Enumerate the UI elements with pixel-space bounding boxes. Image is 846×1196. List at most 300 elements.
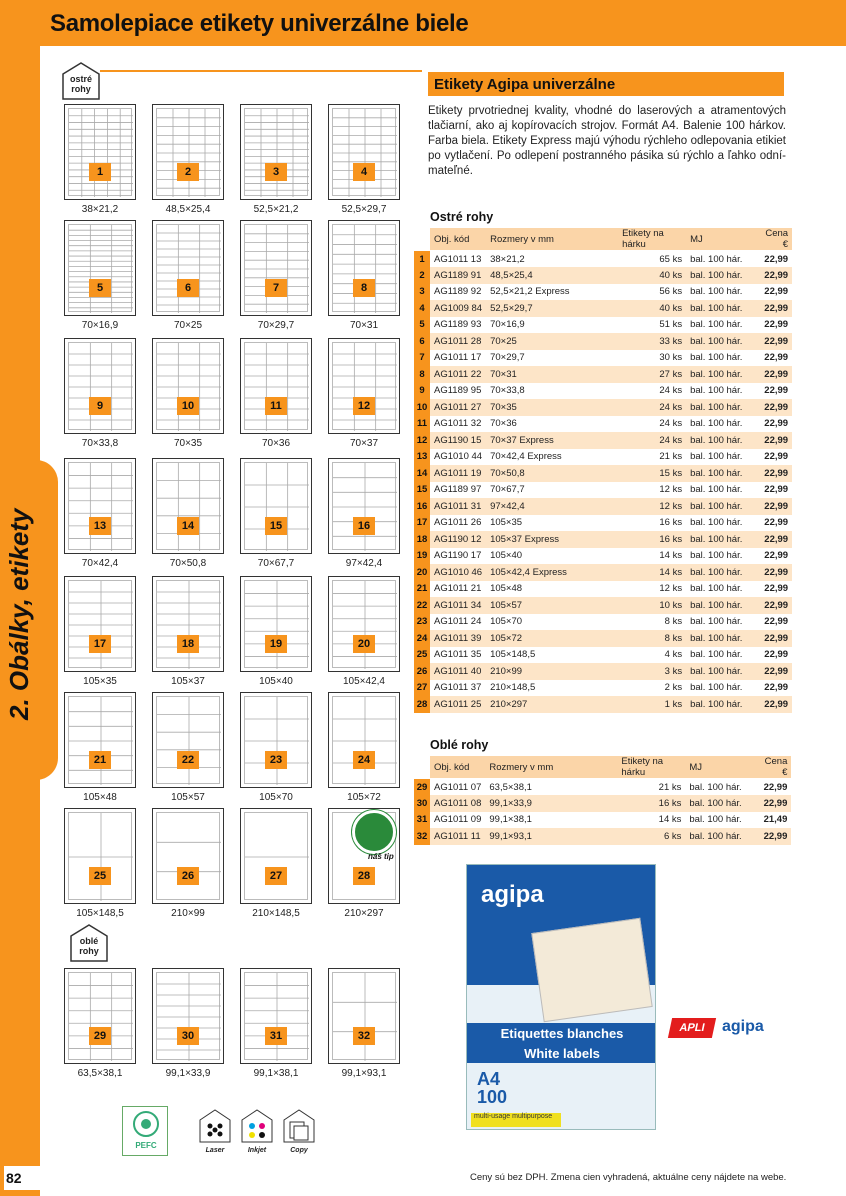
unit: bal. 100 hár. (686, 531, 754, 548)
label-thumbnail (240, 692, 312, 788)
label-sheet (68, 462, 132, 550)
label-number-badge: 24 (353, 751, 375, 769)
box-format (477, 1070, 507, 1106)
label-sheet (68, 696, 132, 784)
table-header-row (414, 756, 791, 779)
label-dimension: 70×42,4 (81, 558, 119, 569)
price: 22,99 (754, 366, 792, 383)
label-dimension: 70×37 (349, 438, 379, 449)
table-row (414, 548, 792, 565)
row-number: 23 (414, 614, 430, 631)
table-row (414, 597, 792, 614)
label-thumbnail (152, 458, 224, 554)
label-thumbnail (152, 104, 224, 200)
price: 22,99 (754, 663, 792, 680)
header-blank (414, 228, 430, 251)
label-thumbnail (328, 968, 400, 1064)
badge-line-2: rohy (79, 946, 99, 956)
label-dimension: 38×21,2 (81, 204, 119, 215)
product-code: AG1011 24 (434, 616, 482, 628)
unit: bal. 100 hár. (686, 597, 754, 614)
price: 22,99 (754, 432, 792, 449)
price: 22,99 (754, 399, 792, 416)
table-header-row (414, 228, 792, 251)
product-code: AG1189 95 (434, 385, 482, 397)
label-sheet (332, 108, 396, 196)
inkjet-label: Inkjet (247, 1147, 267, 1154)
apli-logo: APLI (668, 1018, 716, 1038)
count: 27 ks (618, 366, 686, 383)
count: 12 ks (659, 583, 683, 595)
round-corners-badge (70, 924, 108, 962)
label-number-badge: 26 (177, 867, 199, 885)
row-number: 12 (414, 432, 430, 449)
round-table-title: Oblé rohy (430, 738, 489, 752)
count: 12 ks (618, 498, 686, 515)
product-code: AG1011 37 (434, 682, 482, 694)
product-code: AG1011 31 (430, 498, 486, 515)
price: 22,99 (764, 385, 789, 397)
label-thumbnail (240, 968, 312, 1064)
label-thumbnail (64, 692, 136, 788)
size: 38×21,2 (490, 253, 525, 265)
label-dimension: 70×50,8 (169, 558, 207, 569)
count: 8 ks (618, 630, 686, 647)
unit: bal. 100 hár. (686, 564, 754, 581)
product-code: AG1190 12 (430, 531, 486, 548)
row-number: 22 (414, 597, 430, 614)
unit: bal. 100 hár. (686, 300, 754, 317)
header-unit: MJ (686, 228, 754, 251)
unit: bal. 100 hár. (686, 399, 754, 416)
row-number: 9 (414, 383, 430, 400)
table-row (414, 812, 791, 829)
label-sheet (332, 580, 396, 668)
table-row (414, 465, 792, 482)
price: 22,99 (754, 498, 792, 515)
agipa-logo: agipa (722, 1018, 764, 1035)
divider-line (100, 70, 422, 74)
size: 48,5×25,4 (486, 267, 618, 284)
label-number-badge: 15 (265, 517, 287, 535)
header-unit: MJ (685, 756, 753, 779)
label-number-badge: 20 (353, 635, 375, 653)
label-dimension: 105×72 (347, 792, 381, 803)
count: 24 ks (659, 385, 683, 397)
count: 14 ks (659, 550, 683, 562)
price: 22,99 (764, 583, 789, 595)
label-sheet (68, 342, 132, 430)
table-row (414, 647, 792, 664)
count: 40 ks (618, 300, 686, 317)
unit: bal. 100 hár. (686, 663, 754, 680)
label-sheet (156, 462, 220, 550)
label-thumbnail (240, 458, 312, 554)
unit: bal. 100 hár. (686, 465, 754, 482)
label-number-badge: 12 (353, 397, 375, 415)
price: 22,99 (764, 550, 789, 562)
header-size: Rozmery v mm (486, 228, 618, 251)
label-sheet (156, 224, 220, 312)
unit: bal. 100 hár. (686, 432, 754, 449)
label-sheet (156, 812, 220, 900)
pefc-label: PEFC (135, 1141, 157, 1150)
size: 99,1×93,1 (485, 828, 617, 845)
label-dimension: 70×31 (349, 320, 379, 331)
table-row (414, 350, 792, 367)
label-dimension: 52,5×21,2 (253, 204, 299, 215)
label-number-badge: 7 (265, 279, 287, 297)
product-code: AG1011 19 (430, 465, 486, 482)
table-row (414, 564, 792, 581)
box-logo: agipa (481, 881, 544, 908)
label-dimension: 70×16,9 (81, 320, 119, 331)
header-count: Etikety na hárku (617, 756, 685, 779)
label-number-badge: 16 (353, 517, 375, 535)
label-sheet (68, 108, 132, 196)
unit: bal. 100 hár. (690, 682, 743, 694)
label-thumbnail (152, 968, 224, 1064)
price: 22,99 (754, 696, 792, 713)
count: 10 ks (618, 597, 686, 614)
label-thumbnail (64, 458, 136, 554)
unit: bal. 100 hár. (689, 814, 742, 826)
table-row (414, 828, 791, 845)
product-code: AG1011 28 (430, 333, 486, 350)
unit: bal. 100 hár. (690, 319, 743, 331)
intro-text: Etikety prvotriednej kvality, vhodné do laserových a atramentových tlačiarní, ako aj kopírovacích strojov. Formát A4. Balenie 100 hárkov. Farba biela. Etikety Express majú výhodu rýchleho odlepovania etikiet po vytlačení. Po odlepení postranného pásika sú rýchlo a ľahko odnímateľné. (428, 105, 786, 177)
table-row (414, 779, 791, 796)
label-sheet (332, 696, 396, 784)
header-size: Rozmery v mm (485, 756, 617, 779)
label-dimension: 99,1×93,1 (341, 1068, 387, 1079)
table-row (414, 432, 792, 449)
count: 4 ks (664, 649, 683, 661)
label-number-badge: 2 (177, 163, 199, 181)
price: 22,99 (754, 267, 792, 284)
label-sheet (156, 342, 220, 430)
box-multi-label: multi-usage multipurpose (471, 1113, 561, 1127)
count: 51 ks (659, 319, 683, 331)
label-thumbnail (152, 338, 224, 434)
count: 14 ks (618, 564, 686, 581)
price: 22,99 (764, 484, 789, 496)
label-number-badge: 28 (353, 867, 375, 885)
box-band-line-1: Etiquettes blanches (500, 1026, 624, 1041)
size: 105×42,4 Express (486, 564, 618, 581)
row-number: 3 (414, 284, 430, 301)
count: 56 ks (659, 286, 683, 298)
size: 105×37 Express (486, 531, 618, 548)
count: 21 ks (658, 781, 682, 793)
price: 22,99 (754, 300, 792, 317)
label-number-badge: 32 (353, 1027, 375, 1045)
product-code: AG1190 17 (434, 550, 482, 562)
label-sheet (332, 224, 396, 312)
copy-label: Copy (290, 1147, 308, 1154)
label-sheet (244, 224, 308, 312)
label-thumbnail (328, 338, 400, 434)
price: 22,99 (754, 597, 792, 614)
label-sheet (68, 580, 132, 668)
row-number: 20 (414, 564, 430, 581)
label-dimension: 105×42,4 (343, 676, 385, 687)
size: 70×36 (490, 418, 517, 430)
table-row (414, 581, 792, 598)
table-row (414, 383, 792, 400)
product-code: AG1189 92 (434, 286, 482, 298)
label-number-badge: 1 (89, 163, 111, 181)
label-thumbnail (152, 692, 224, 788)
count: 24 ks (618, 399, 686, 416)
label-thumbnail (64, 808, 136, 904)
product-code: AG1189 97 (434, 484, 482, 496)
section-header (428, 72, 784, 96)
row-number: 19 (414, 548, 430, 565)
count: 3 ks (618, 663, 686, 680)
label-number-badge: 9 (89, 397, 111, 415)
label-sheet (244, 580, 308, 668)
label-thumbnail (240, 104, 312, 200)
unit: bal. 100 hár. (686, 630, 754, 647)
label-thumbnail (240, 338, 312, 434)
size: 105×35 (490, 517, 523, 529)
count: 8 ks (664, 616, 683, 628)
table-row (414, 498, 792, 515)
label-number-badge: 5 (89, 279, 111, 297)
count: 6 ks (617, 828, 685, 845)
price: 22,99 (764, 286, 789, 298)
label-dimension: 105×40 (259, 676, 293, 687)
label-number-badge: 4 (353, 163, 375, 181)
label-dimension: 99,1×33,9 (165, 1068, 211, 1079)
unit: bal. 100 hár. (689, 781, 742, 793)
label-dimension: 105×70 (259, 792, 293, 803)
product-code: AG1011 34 (430, 597, 486, 614)
label-dimension: 52,5×29,7 (341, 204, 387, 215)
price: 22,99 (754, 531, 792, 548)
row-number: 13 (414, 449, 430, 466)
box-a4: A4 (477, 1069, 501, 1089)
size: 105×57 (486, 597, 618, 614)
table-row (414, 366, 792, 383)
row-number: 31 (414, 812, 430, 829)
label-thumbnail (64, 220, 136, 316)
size: 105×72 (486, 630, 618, 647)
unit: bal. 100 hár. (690, 550, 743, 562)
row-number: 1 (414, 251, 430, 268)
product-code: AG1011 25 (430, 696, 486, 713)
price: 22,99 (764, 352, 789, 364)
label-number-badge: 30 (177, 1027, 199, 1045)
count: 1 ks (618, 696, 686, 713)
label-dimension: 70×29,7 (257, 320, 295, 331)
price: 22,99 (764, 253, 789, 265)
product-code: AG1011 40 (430, 663, 486, 680)
size: 70×31 (486, 366, 618, 383)
label-sheet (156, 972, 220, 1060)
label-dimension: 105×35 (83, 676, 117, 687)
label-dimension: 70×25 (173, 320, 203, 331)
product-code: AG1011 11 (430, 828, 485, 845)
envelope-illustration (531, 918, 652, 1022)
laser-label: Laser (205, 1147, 225, 1154)
label-number-badge: 22 (177, 751, 199, 769)
price: 22,99 (754, 333, 792, 350)
label-number-badge: 6 (177, 279, 199, 297)
label-dimension: 70×33,8 (81, 438, 119, 449)
label-thumbnail (152, 808, 224, 904)
count: 40 ks (618, 267, 686, 284)
table-row (414, 630, 792, 647)
header-price: Cena € (754, 228, 792, 251)
product-code: AG1010 44 (434, 451, 483, 463)
row-number: 11 (414, 416, 430, 433)
price: 22,99 (764, 418, 789, 430)
size: 70×25 (486, 333, 618, 350)
row-number: 16 (414, 498, 430, 515)
label-dimension: 105×48 (83, 792, 117, 803)
size: 97×42,4 (486, 498, 618, 515)
size: 210×297 (486, 696, 618, 713)
label-thumbnail (328, 220, 400, 316)
label-thumbnail (64, 104, 136, 200)
price: 22,99 (764, 517, 789, 529)
table-row (414, 482, 792, 499)
price: 22,99 (754, 630, 792, 647)
size: 52,5×29,7 (486, 300, 618, 317)
label-thumbnail (328, 104, 400, 200)
footer-note: Ceny sú bez DPH. Zmena cien vyhradená, aktuálne ceny nájdete na webe. (470, 1172, 787, 1183)
product-code: AG1011 07 (434, 781, 482, 793)
price-table-sharp (414, 228, 792, 713)
label-dimension: 210×297 (344, 908, 384, 919)
count: 2 ks (664, 682, 683, 694)
label-thumbnail (240, 808, 312, 904)
price: 22,99 (753, 828, 791, 845)
label-dimension: 70×36 (261, 438, 291, 449)
price: 22,99 (754, 564, 792, 581)
product-code: AG1009 84 (430, 300, 486, 317)
label-dimension: 70×35 (173, 438, 203, 449)
size: 52,5×21,2 Express (490, 286, 570, 298)
product-code: AG1011 32 (434, 418, 482, 430)
label-number-badge: 25 (89, 867, 111, 885)
row-number: 6 (414, 333, 430, 350)
table-row (414, 614, 792, 631)
label-dimension: 105×148,5 (76, 908, 124, 919)
label-thumbnail (152, 576, 224, 672)
price: 22,99 (764, 682, 789, 694)
row-number: 25 (414, 647, 430, 664)
label-number-badge: 10 (177, 397, 199, 415)
label-dimension: 99,1×38,1 (253, 1068, 299, 1079)
label-dimension: 105×57 (171, 792, 205, 803)
label-thumbnail (152, 220, 224, 316)
product-code: AG1011 26 (434, 517, 482, 529)
size: 70×35 (486, 399, 618, 416)
label-sheet (332, 972, 396, 1060)
unit: bal. 100 hár. (686, 333, 754, 350)
table-row (414, 449, 792, 466)
unit: bal. 100 hár. (690, 352, 743, 364)
page-title: Samolepiace etikety univerzálne biele (50, 10, 469, 37)
box-count: 100 (477, 1087, 508, 1107)
label-thumbnail (64, 968, 136, 1064)
label-dimension: 210×148,5 (252, 908, 300, 919)
table-row (414, 795, 791, 812)
label-sheet (156, 108, 220, 196)
unit: bal. 100 hár. (690, 286, 743, 298)
unit: bal. 100 hár. (690, 484, 743, 496)
unit: bal. 100 hár. (690, 385, 743, 397)
label-sheet (156, 580, 220, 668)
label-sheet (244, 108, 308, 196)
label-thumbnail (64, 576, 136, 672)
sharp-corners-badge (62, 62, 100, 100)
row-number: 2 (414, 267, 430, 284)
product-code: AG1010 46 (430, 564, 486, 581)
product-code: AG1011 35 (434, 649, 482, 661)
badge-line-1: ostré (69, 74, 92, 84)
size: 70×33,8 (490, 385, 525, 397)
label-number-badge: 21 (89, 751, 111, 769)
unit: bal. 100 hár. (686, 696, 754, 713)
label-sheet (68, 812, 132, 900)
size: 99,1×33,9 (485, 795, 617, 812)
label-sheet (68, 972, 132, 1060)
product-code: AG1011 21 (434, 583, 482, 595)
section-title: Etikety Agipa univerzálne (434, 76, 616, 93)
label-thumbnail (240, 576, 312, 672)
table-row (414, 251, 792, 268)
label-sheet (156, 696, 220, 784)
label-thumbnail (328, 458, 400, 554)
size: 70×67,7 (490, 484, 525, 496)
table-row (414, 300, 792, 317)
count: 16 ks (659, 517, 683, 529)
label-number-badge: 8 (353, 279, 375, 297)
table-row (414, 267, 792, 284)
unit: bal. 100 hár. (685, 828, 753, 845)
tip-badge-label: náš tip (368, 852, 394, 861)
unit: bal. 100 hár. (686, 498, 754, 515)
size: 70×16,9 (490, 319, 525, 331)
sharp-table-title: Ostré rohy (430, 210, 494, 224)
box-band-line-2: White labels (524, 1046, 600, 1061)
product-code: AG1189 91 (430, 267, 486, 284)
table-row (414, 696, 792, 713)
product-code: AG1190 15 (430, 432, 486, 449)
size: 70×37 Express (486, 432, 618, 449)
price: 22,99 (763, 781, 788, 793)
size: 105×148,5 (490, 649, 536, 661)
price-table-round (414, 756, 791, 845)
row-number: 17 (414, 515, 430, 532)
table-row (414, 284, 792, 301)
label-thumbnail (328, 692, 400, 788)
label-number-badge: 19 (265, 635, 287, 653)
label-sheet (244, 972, 308, 1060)
row-number: 24 (414, 630, 430, 647)
price: 22,99 (754, 465, 792, 482)
price: 22,99 (764, 451, 789, 463)
size: 99,1×38,1 (489, 814, 532, 826)
count: 15 ks (618, 465, 686, 482)
size: 210×148,5 (490, 682, 536, 694)
product-code: AG1011 27 (430, 399, 486, 416)
label-thumbnail (328, 576, 400, 672)
